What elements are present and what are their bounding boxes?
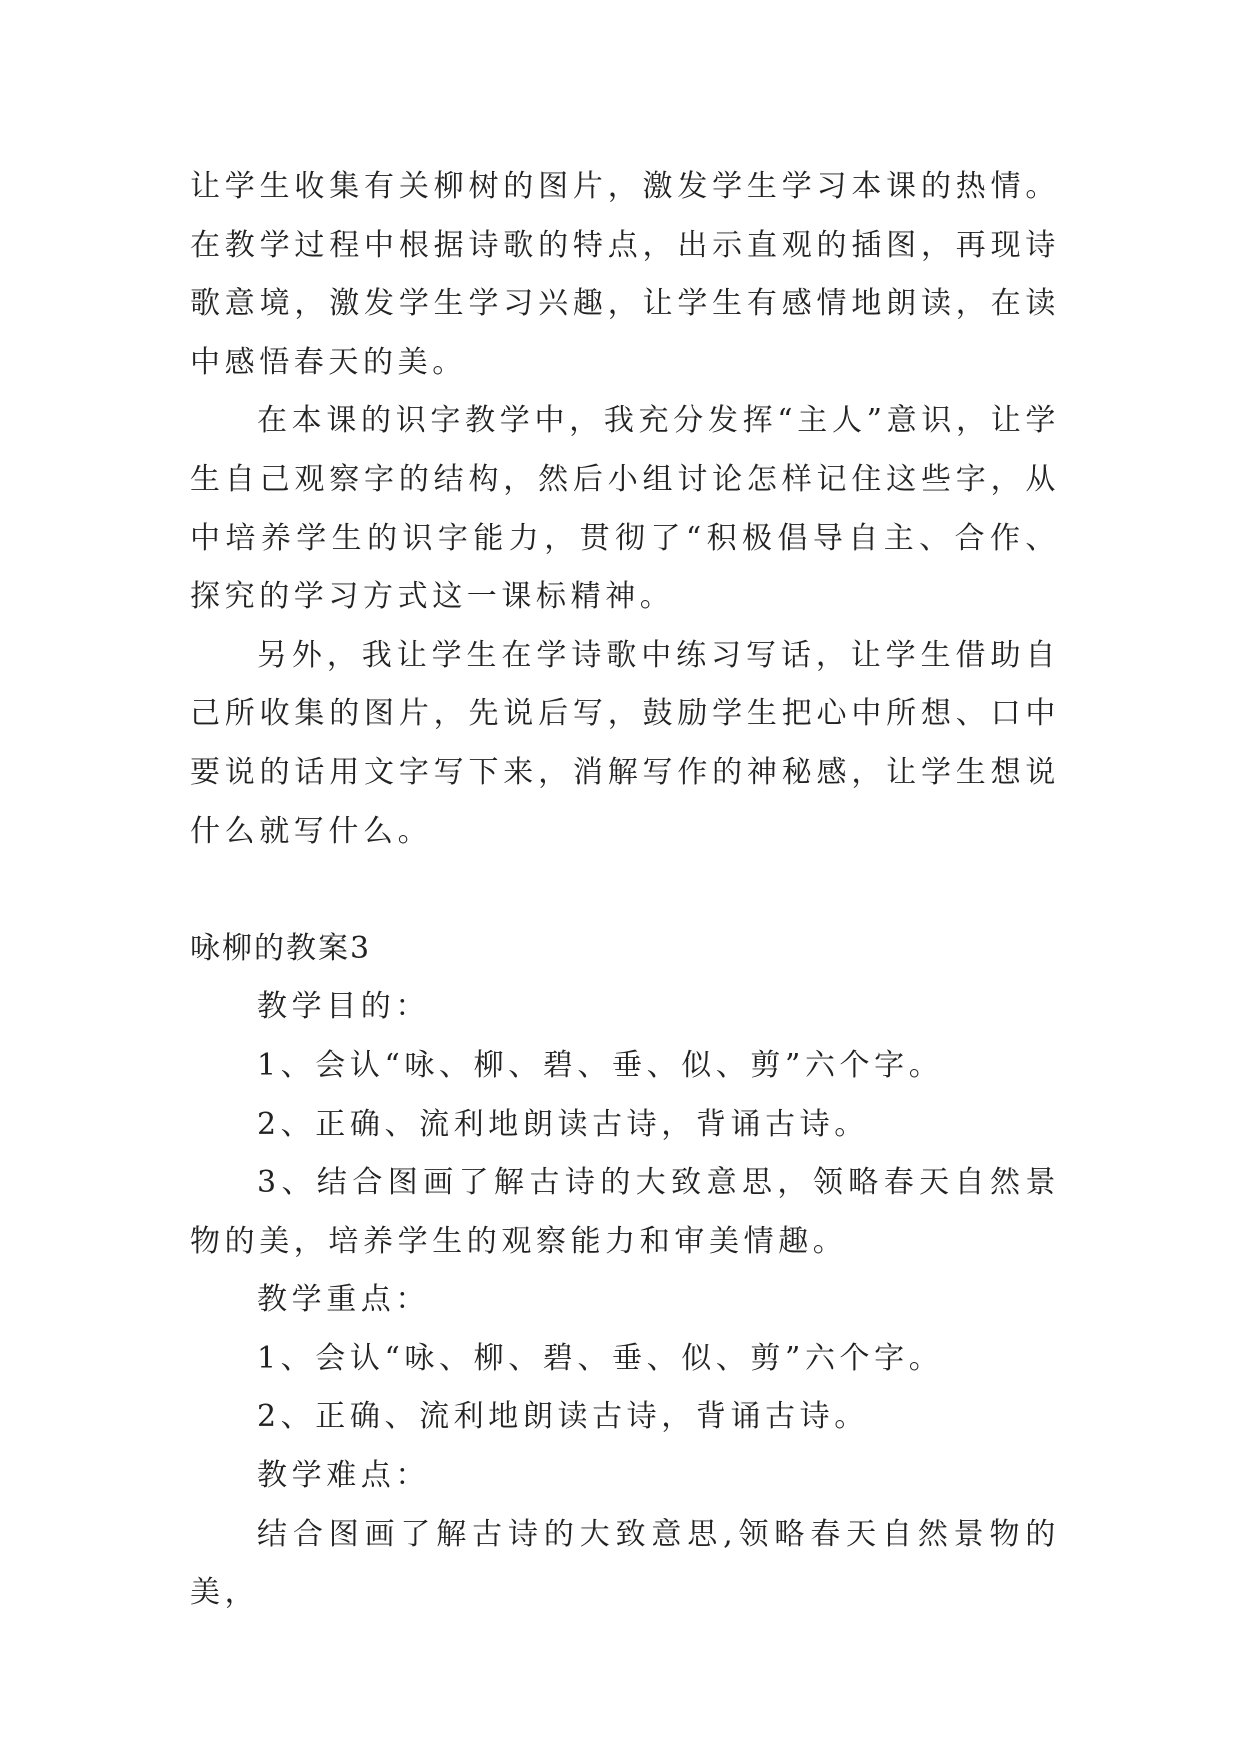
difficulty-heading: 教学难点：: [257, 1458, 430, 1494]
goal-item-2: 2、正确、流利地朗读古诗，背诵古诗。: [257, 1106, 869, 1142]
key-point-item-1: 1、会认“咏、柳、碧、垂、似、剪”六个字。: [257, 1340, 944, 1376]
difficulty-item-1: 结合图画了解古诗的大致意思,领略春天自然景物的美，: [190, 1516, 1060, 1611]
document-body: [190, 158, 1060, 1623]
paragraph-intro-continuation: 让学生收集有关柳树的图片，激发学生学习本课的热情。在教学过程中根据诗歌的特点，出示直观的插图，再现诗歌意境，激发学生学习兴趣，让学生有感情地朗读，在读中感悟春天的美。: [190, 169, 1060, 380]
section-title: 咏柳的教案3: [190, 930, 372, 966]
key-points-heading: 教学重点：: [257, 1282, 430, 1318]
blank-line: [190, 861, 1060, 920]
goal-item-3: 3、结合图画了解古诗的大致意思，领略春天自然景物的美，培养学生的观察能力和审美情趣。: [190, 1165, 1060, 1259]
paragraph-literacy-teaching: 在本课的识字教学中，我充分发挥“主人”意识，让学生自己观察字的结构，然后小组讨论怎样记住这些字，从中培养学生的识字能力，贯彻了“积极倡导自主、合作、探究的学习方式这一课标精神。: [190, 403, 1060, 615]
goals-heading: 教学目的：: [257, 989, 430, 1025]
key-point-item-2: 2、正确、流利地朗读古诗，背诵古诗。: [257, 1399, 869, 1435]
paragraph-writing-practice: 另外，我让学生在学诗歌中练习写话，让学生借助自己所收集的图片，先说后写，鼓励学生把心中所想、口中要说的话用文字写下来，消解写作的神秘感，让学生想说什么就写什么。: [190, 637, 1060, 849]
goal-item-1: 1、会认“咏、柳、碧、垂、似、剪”六个字。: [257, 1047, 944, 1083]
